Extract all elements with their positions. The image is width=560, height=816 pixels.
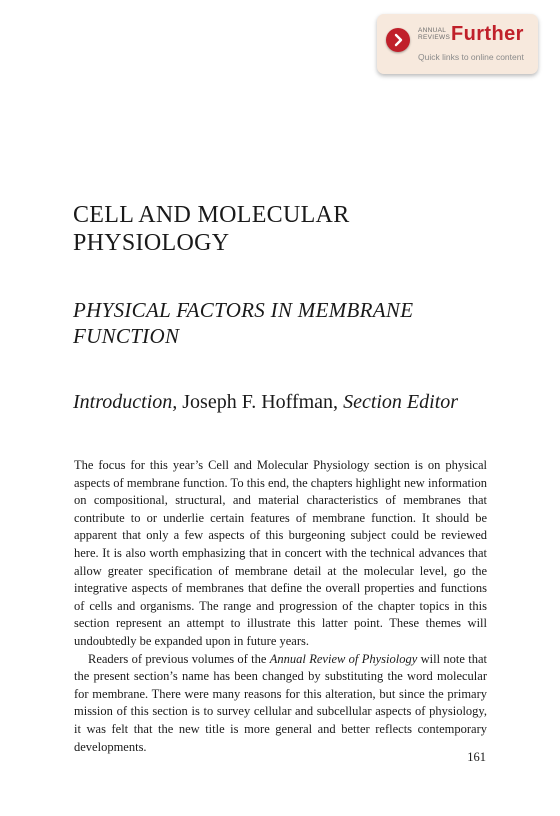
byline-intro: Introduction, — [73, 391, 178, 413]
section-title-line2: PHYSIOLOGY — [73, 230, 230, 256]
paragraph-2 — [74, 651, 487, 757]
further-title[interactable]: Further — [451, 23, 524, 45]
annual-reviews-logo — [418, 27, 450, 41]
journal-title: Annual Review of Physiology — [269, 651, 418, 666]
brand-line-reviews: REVIEWS — [418, 34, 451, 41]
page-number: 161 — [467, 750, 486, 764]
section-title-line1: CELL AND MOLECULAR — [73, 202, 350, 228]
paragraph-2-start: Readers of previous volumes of the — [88, 651, 267, 666]
paragraph-2-rest: will note that the present section’s name has been changed by substituting the word molecular for membrane. There were many reasons for this alteration, but since the primary mission of this section is to survey cellular and subcellular aspects of physiology, it was felt that the new title is more general and better reflects contemporary developments. — [74, 651, 488, 754]
subtitle-line1: PHYSICAL FACTORS IN MEMBRANE — [73, 298, 414, 322]
quick-links-text[interactable]: Quick links to online content — [418, 52, 524, 62]
paragraph-1: The focus for this year’s Cell and Molecular Physiology section is on physical aspects of membrane function. To this end, the chapters highlight new information on compositional, structural, and material characteristics of membranes that contribute to or underlie certain features of membrane function. It should be apparent that only a few aspects of this burgeoning subject could be reviewed here. It is also worth emphasizing that in concert with the technical advances that allow greater specification of membrane detail at the molecular level, go the integrative aspects of membranes that define the overall properties and functions of cells and organisms. The range and progression of the chapter topics in this section represent an attempt to illustrate this latter point. These themes will undoubtedly be expanded upon in future years. — [74, 458, 487, 648]
section-title — [73, 201, 350, 257]
further-banner[interactable] — [377, 14, 538, 74]
subtitle-line2: FUNCTION — [73, 324, 180, 348]
chapter-subtitle — [73, 297, 413, 349]
byline — [73, 390, 458, 414]
brand-line-annual: ANNUAL — [418, 27, 447, 34]
body-text — [74, 457, 487, 756]
editor-role: Section Editor — [343, 391, 459, 413]
editor-name: Joseph F. Hoffman, — [182, 391, 339, 413]
chevron-right-icon — [386, 28, 410, 52]
further-button[interactable] — [386, 28, 410, 52]
